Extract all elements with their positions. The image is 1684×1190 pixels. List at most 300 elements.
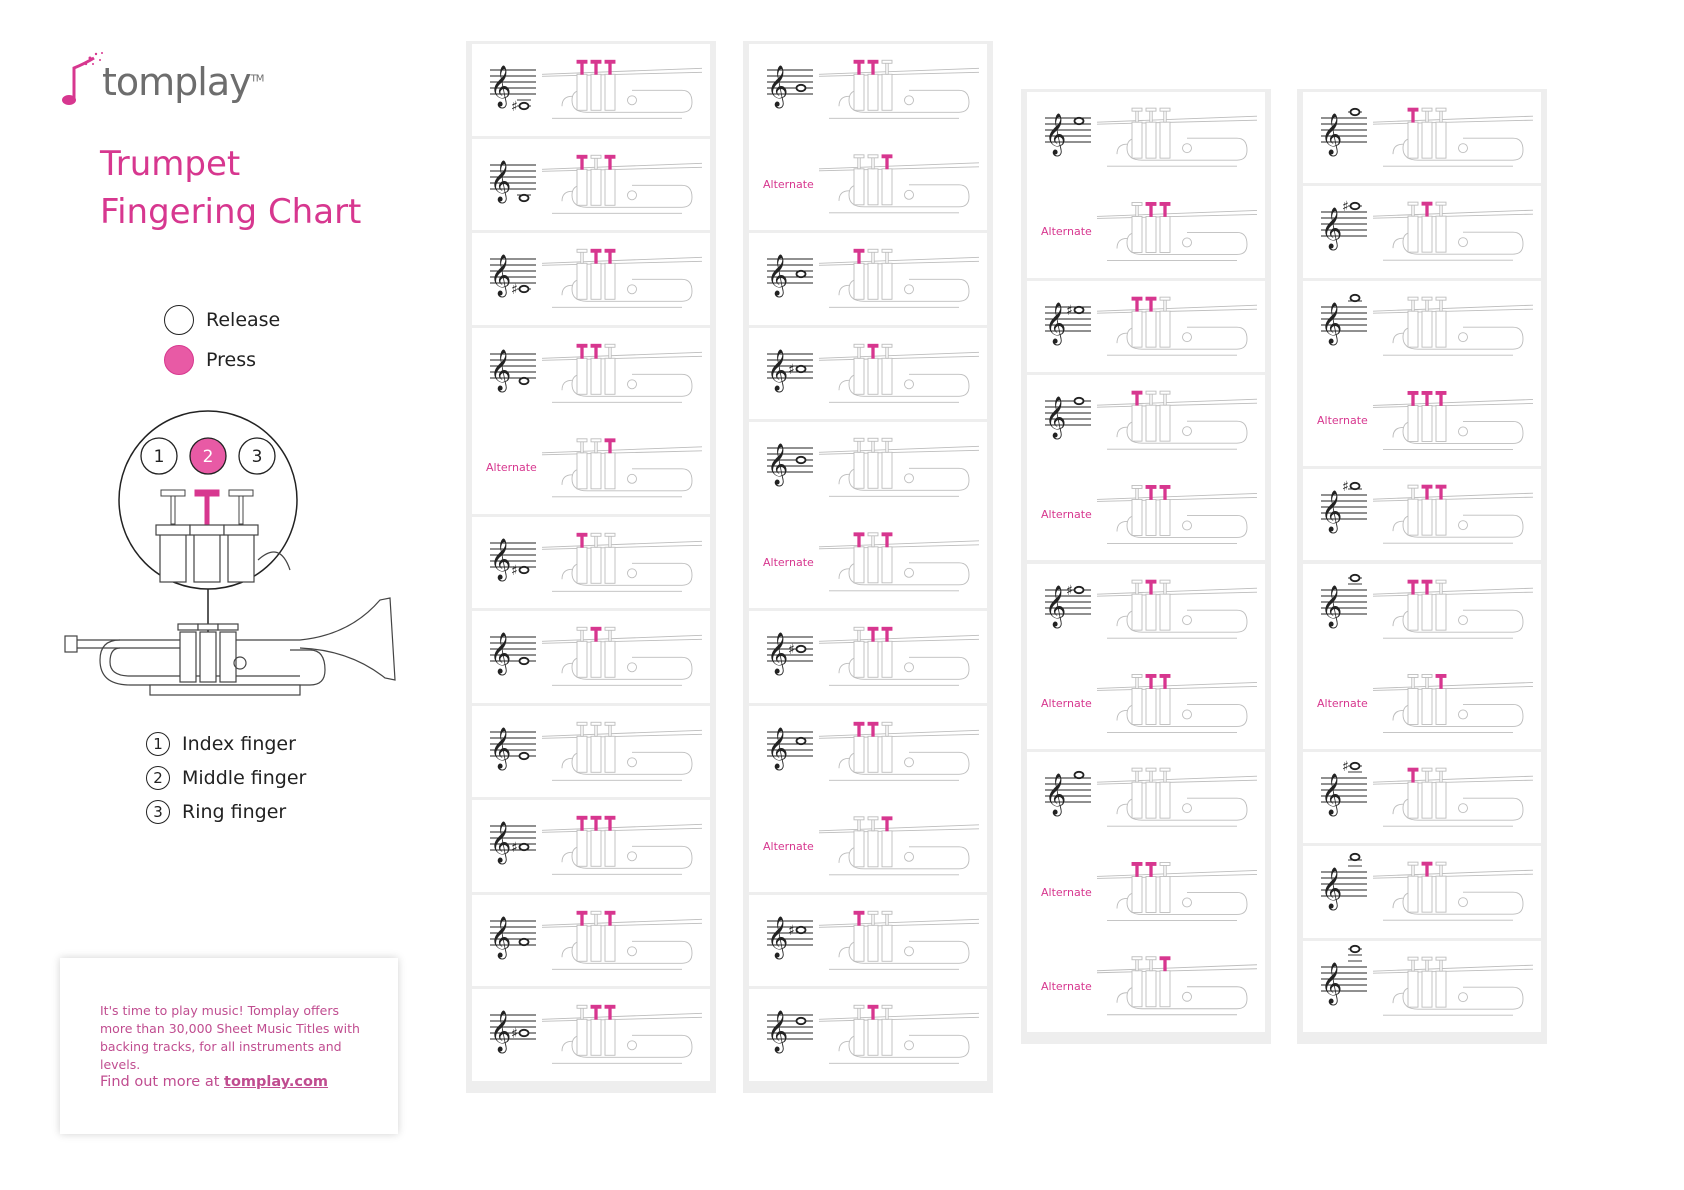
note-staff	[1321, 574, 1367, 627]
valve-released	[886, 724, 888, 736]
mini-trumpet	[1373, 391, 1533, 449]
treble-clef-icon: 𝄞	[490, 255, 512, 297]
sharp-icon: ♯	[511, 99, 518, 115]
valve-released	[872, 913, 874, 925]
note-cell	[472, 611, 710, 703]
valve-number-1: 1	[153, 447, 165, 467]
mini-trumpet	[819, 249, 979, 307]
finger-label-3: Ring finger	[182, 801, 287, 823]
valve-pressed	[1164, 204, 1166, 216]
mini-trumpet	[819, 438, 979, 496]
note-staff	[767, 65, 813, 108]
sharp-icon: ♯	[511, 1026, 518, 1043]
note-cell	[1027, 375, 1265, 561]
valve-released	[1164, 393, 1166, 405]
valve-released	[1440, 770, 1442, 782]
mini-trumpet	[542, 911, 702, 969]
valve-pressed	[581, 346, 583, 358]
mini-trumpet	[542, 60, 702, 118]
mini-trumpet	[542, 817, 702, 875]
music-note-icon	[60, 50, 104, 110]
note-staff	[490, 538, 536, 581]
mini-trumpet	[542, 722, 702, 780]
note-cell	[1027, 564, 1265, 750]
valve-released	[1426, 959, 1428, 971]
note-staff	[767, 727, 813, 770]
valve-released	[886, 62, 888, 74]
valve-released	[858, 630, 860, 642]
valve-released	[1150, 959, 1152, 971]
note-cell	[472, 233, 710, 325]
mini-trumpet	[819, 60, 979, 118]
treble-clef-icon: 𝄞	[1045, 302, 1067, 344]
valve-released	[1440, 299, 1442, 311]
valve-pressed	[581, 913, 583, 925]
note-cell	[472, 328, 710, 514]
sharp-icon: ♯	[1342, 759, 1349, 776]
mini-trumpet	[819, 628, 979, 686]
mini-trumpet	[819, 1006, 979, 1064]
valve-released	[1412, 865, 1414, 877]
treble-clef-icon: 𝄞	[767, 66, 789, 107]
valve-pressed	[886, 630, 888, 642]
note-head	[520, 658, 529, 664]
treble-clef-icon: 𝄞	[490, 160, 512, 202]
treble-clef-icon: 𝄞	[1045, 396, 1067, 438]
fingering-column-3	[1021, 89, 1271, 1044]
note-head	[520, 103, 529, 109]
promo-card	[60, 958, 398, 1134]
valve-pressed	[1412, 770, 1414, 782]
treble-clef-icon: 𝄞	[1045, 114, 1067, 155]
valve-pressed	[1164, 676, 1166, 688]
mini-trumpet	[542, 249, 702, 307]
mini-trumpet	[1373, 202, 1533, 260]
note-cell	[1027, 752, 1265, 1032]
legend-release	[164, 302, 280, 338]
valve-released	[1164, 582, 1166, 594]
finger-number-3: 3	[146, 800, 170, 824]
mini-trumpet	[1097, 674, 1257, 732]
finger-number-2: 2	[146, 766, 170, 790]
note-head	[520, 286, 529, 292]
valve-released	[858, 440, 860, 452]
note-staff	[1321, 109, 1367, 156]
valve-pressed	[858, 724, 860, 736]
treble-clef-icon: 𝄞	[490, 349, 512, 391]
treble-clef-icon: 𝄞	[490, 1011, 512, 1053]
valve-released	[1164, 299, 1166, 311]
valve-pressed	[595, 62, 597, 74]
note-staff	[1321, 759, 1367, 816]
mini-trumpet	[1373, 485, 1533, 543]
treble-clef-icon: 𝄞	[490, 727, 512, 769]
mini-trumpet	[1373, 580, 1533, 638]
mini-trumpet	[1373, 957, 1533, 1015]
treble-clef-icon: 𝄞	[490, 538, 512, 580]
valve-button-3	[229, 490, 253, 496]
valve-pressed	[858, 913, 860, 925]
treble-clef-icon: 𝄞	[1321, 868, 1343, 910]
note-cell	[1027, 281, 1265, 372]
valve-released	[858, 157, 860, 169]
press-circle-icon	[164, 345, 194, 375]
valve-pressed	[595, 630, 597, 642]
valve-released	[872, 157, 874, 169]
valve-pressed	[1412, 393, 1414, 405]
valve-pressed	[872, 62, 874, 74]
alternate-label: Alternate	[763, 839, 814, 853]
valve-released	[858, 1008, 860, 1020]
note-head	[1075, 306, 1084, 312]
note-head	[520, 1030, 529, 1036]
sharp-icon: ♯	[1342, 479, 1349, 496]
valve-released	[1440, 582, 1442, 594]
valve-pressed	[1426, 204, 1428, 216]
note-staff	[767, 632, 813, 675]
note-cell	[1303, 941, 1541, 1032]
valve-released	[1412, 676, 1414, 688]
valve-pressed	[858, 535, 860, 547]
valve-pressed	[609, 440, 611, 452]
valve-released	[581, 724, 583, 736]
tomplay-logo	[60, 50, 280, 110]
treble-clef-icon: 𝄞	[1321, 114, 1343, 155]
valve-released	[872, 440, 874, 452]
valve-pressed	[1150, 299, 1152, 311]
note-cell	[749, 328, 987, 420]
valve-pressed	[595, 346, 597, 358]
treble-clef-icon: 𝄞	[767, 349, 789, 391]
finger-number-1: 1	[146, 732, 170, 756]
note-staff	[490, 349, 536, 392]
alternate-label: Alternate	[763, 555, 814, 569]
mini-trumpet	[1097, 391, 1257, 449]
valve-released	[609, 346, 611, 358]
valve-released	[595, 535, 597, 547]
note-cell	[1303, 846, 1541, 937]
mini-trumpet	[1097, 485, 1257, 543]
note-head	[1351, 574, 1360, 580]
mini-trumpet	[542, 533, 702, 591]
valve-released	[886, 913, 888, 925]
sharp-icon: ♯	[1066, 582, 1073, 599]
treble-clef-icon: 𝄞	[1321, 774, 1343, 816]
valve-released	[886, 440, 888, 452]
treble-clef-icon: 𝄞	[767, 916, 789, 958]
mini-trumpet	[542, 438, 702, 496]
note-staff	[490, 1010, 536, 1053]
note-head	[797, 646, 806, 652]
promo-link-prefix: Find out more at	[100, 1074, 225, 1090]
finger-legend-1	[146, 732, 296, 756]
fingering-column-2	[743, 41, 993, 1093]
mini-trumpet	[542, 155, 702, 213]
valve-released	[609, 630, 611, 642]
valve-released	[1136, 676, 1138, 688]
mini-trumpet	[1097, 580, 1257, 638]
note-head	[1075, 586, 1084, 592]
valve-pressed	[595, 251, 597, 263]
mini-trumpet	[1373, 674, 1533, 732]
note-head	[1351, 945, 1360, 951]
valve-pressed	[1164, 959, 1166, 971]
valve-pressed	[858, 62, 860, 74]
valve-pressed	[595, 1008, 597, 1020]
alternate-label: Alternate	[763, 177, 814, 191]
valve-pressed	[609, 819, 611, 831]
valve-released	[886, 346, 888, 358]
valve-pressed	[1440, 393, 1442, 405]
note-cell	[749, 422, 987, 608]
note-cell	[749, 989, 987, 1081]
mini-trumpet	[819, 722, 979, 780]
valve-released	[609, 535, 611, 547]
treble-clef-icon: 𝄞	[1321, 491, 1343, 533]
valve-released	[1164, 865, 1166, 877]
note-cell	[472, 989, 710, 1081]
mini-trumpet	[1097, 297, 1257, 355]
valve-pressed	[609, 251, 611, 263]
note-head	[1075, 118, 1084, 124]
valve-pressed	[1136, 393, 1138, 405]
valve-pressed	[1440, 676, 1442, 688]
mini-trumpet	[819, 911, 979, 969]
mini-trumpet	[819, 155, 979, 213]
note-cell	[749, 44, 987, 230]
valve-pressed	[1412, 582, 1414, 594]
valve-pressed	[1426, 865, 1428, 877]
valve-pressed	[581, 157, 583, 169]
treble-clef-icon: 𝄞	[1321, 585, 1343, 627]
valve-pressed	[609, 157, 611, 169]
alternate-label: Alternate	[1041, 696, 1092, 710]
note-staff	[490, 916, 536, 959]
note-head	[797, 271, 806, 277]
valve-released	[581, 251, 583, 263]
note-staff	[490, 727, 536, 770]
valve-released	[1136, 110, 1138, 122]
note-cell	[749, 895, 987, 987]
note-staff	[490, 160, 536, 203]
finger-legend-3	[146, 800, 286, 824]
page-title	[100, 140, 361, 236]
mini-trumpet	[1097, 768, 1257, 826]
mini-trumpet	[542, 628, 702, 686]
title-line-1: Trumpet	[100, 144, 241, 184]
note-cell	[1303, 92, 1541, 183]
sharp-icon: ♯	[788, 642, 795, 659]
valve-released	[1412, 204, 1414, 216]
note-head	[520, 194, 529, 200]
valve-released	[1440, 959, 1442, 971]
valve-released	[1150, 393, 1152, 405]
treble-clef-icon: 𝄞	[767, 255, 789, 297]
note-staff	[1045, 113, 1091, 156]
valve-released	[858, 819, 860, 831]
valve-released	[609, 724, 611, 736]
note-cell	[472, 44, 710, 136]
promo-link-line	[100, 1074, 328, 1090]
valve-released	[872, 535, 874, 547]
sharp-icon: ♯	[1066, 302, 1073, 319]
valve-released	[1412, 299, 1414, 311]
valve-pressed	[581, 535, 583, 547]
valve-released	[1150, 110, 1152, 122]
alternate-label: Alternate	[486, 461, 537, 475]
note-cell	[1303, 281, 1541, 467]
note-cell	[749, 611, 987, 703]
valve-released	[595, 724, 597, 736]
legend-press	[164, 342, 256, 378]
mini-trumpet	[1097, 863, 1257, 921]
finger-label-1: Index finger	[182, 733, 296, 755]
note-cell	[472, 800, 710, 892]
sharp-icon: ♯	[511, 562, 518, 579]
alternate-label: Alternate	[1041, 508, 1092, 522]
treble-clef-icon: 𝄞	[1321, 302, 1343, 344]
valve-released	[595, 913, 597, 925]
trumpet-diagram	[60, 410, 410, 730]
mini-trumpet	[819, 344, 979, 402]
sharp-icon: ♯	[788, 922, 795, 939]
note-staff	[490, 65, 536, 115]
valve-pressed	[1164, 487, 1166, 499]
treble-clef-icon: 𝄞	[767, 633, 789, 675]
mini-trumpet	[1373, 863, 1533, 921]
valve-pressed	[1150, 582, 1152, 594]
sharp-icon: ♯	[511, 282, 518, 299]
note-staff	[1321, 854, 1367, 910]
sharp-icon: ♯	[1342, 199, 1349, 216]
note-staff	[1321, 199, 1367, 250]
valve-released	[1136, 582, 1138, 594]
note-cell	[1303, 752, 1541, 843]
valve-pressed	[581, 819, 583, 831]
treble-clef-icon: 𝄞	[1321, 208, 1343, 250]
valve-pressed	[858, 251, 860, 263]
note-head	[520, 844, 529, 850]
note-staff	[767, 916, 813, 959]
note-staff	[1045, 772, 1091, 816]
valve-pressed	[872, 346, 874, 358]
sharp-icon: ♯	[788, 361, 795, 378]
valve-released	[1440, 204, 1442, 216]
note-cell	[472, 895, 710, 987]
note-head	[797, 365, 806, 371]
note-head	[520, 567, 529, 573]
mini-trumpet	[1373, 768, 1533, 826]
note-staff	[490, 632, 536, 675]
alternate-label: Alternate	[1317, 696, 1368, 710]
note-cell	[1303, 186, 1541, 277]
note-cell	[1303, 469, 1541, 560]
valve-released	[858, 346, 860, 358]
alternate-label: Alternate	[1041, 979, 1092, 993]
note-staff	[1321, 945, 1367, 1004]
alternate-label: Alternate	[1041, 225, 1092, 239]
note-cell	[472, 139, 710, 231]
treble-clef-icon: 𝄞	[1321, 962, 1343, 1004]
mini-trumpet	[1097, 108, 1257, 166]
treble-clef-icon: 𝄞	[767, 444, 789, 486]
alternate-label: Alternate	[1317, 414, 1368, 428]
note-head	[520, 939, 529, 945]
mini-trumpet	[1373, 108, 1533, 166]
valve-released	[581, 1008, 583, 1020]
valve-pressed	[872, 724, 874, 736]
valve-button-1	[161, 490, 185, 496]
valve-stem-3	[239, 494, 243, 524]
valve-released	[886, 1008, 888, 1020]
valve-released	[1426, 299, 1428, 311]
note-head	[797, 927, 806, 933]
valve-pressed	[1150, 204, 1152, 216]
valve-button-2	[195, 490, 219, 496]
valve-pressed	[1426, 582, 1428, 594]
mini-trumpet	[542, 344, 702, 402]
valve-pressed	[886, 157, 888, 169]
release-label: Release	[206, 309, 281, 331]
treble-clef-icon: 𝄞	[1045, 585, 1067, 627]
treble-clef-icon: 𝄞	[767, 727, 789, 769]
note-staff	[767, 1010, 813, 1053]
note-head	[797, 1018, 806, 1024]
valve-released	[1426, 110, 1428, 122]
valve-pressed	[1136, 299, 1138, 311]
valve-released	[1164, 110, 1166, 122]
title-line-2: Fingering Chart	[100, 192, 362, 232]
valve-number-3: 3	[251, 447, 263, 467]
valve-released	[595, 157, 597, 169]
valve-pressed	[1440, 487, 1442, 499]
valve-pressed	[872, 630, 874, 642]
valve-released	[872, 251, 874, 263]
note-staff	[767, 349, 813, 392]
note-head	[520, 753, 529, 759]
treble-clef-icon: 𝄞	[490, 822, 512, 864]
valve-detail-magnifier	[119, 411, 297, 632]
valve-released	[872, 819, 874, 831]
note-head	[1351, 294, 1360, 300]
valve-pressed	[886, 535, 888, 547]
trumpet-outline	[65, 598, 395, 695]
valve-released	[1150, 770, 1152, 782]
valve-pressed	[609, 62, 611, 74]
note-head	[797, 738, 806, 744]
note-cell	[472, 706, 710, 798]
finger-legend-2	[146, 766, 306, 790]
note-head	[797, 457, 806, 463]
valve-released	[1412, 487, 1414, 499]
note-cell	[472, 517, 710, 609]
fingering-column-1	[466, 41, 716, 1093]
valve-released	[1440, 110, 1442, 122]
promo-text: It's time to play music! Tomplay offers more than 30,000 Sheet Music Titles with backing tracks, for all instruments and levels.	[100, 1003, 360, 1072]
valve-released	[1440, 865, 1442, 877]
note-staff	[767, 254, 813, 297]
treble-clef-icon: 𝄞	[767, 1011, 789, 1053]
finger-label-2: Middle finger	[182, 767, 307, 789]
valve-released	[1164, 770, 1166, 782]
promo-link[interactable]: tomplay.com	[224, 1074, 329, 1090]
note-head	[520, 377, 529, 383]
note-staff	[490, 254, 536, 298]
valve-pressed	[609, 1008, 611, 1020]
valve-stem-2	[205, 494, 209, 524]
note-head	[1351, 763, 1360, 769]
treble-clef-icon: 𝄞	[490, 66, 512, 107]
